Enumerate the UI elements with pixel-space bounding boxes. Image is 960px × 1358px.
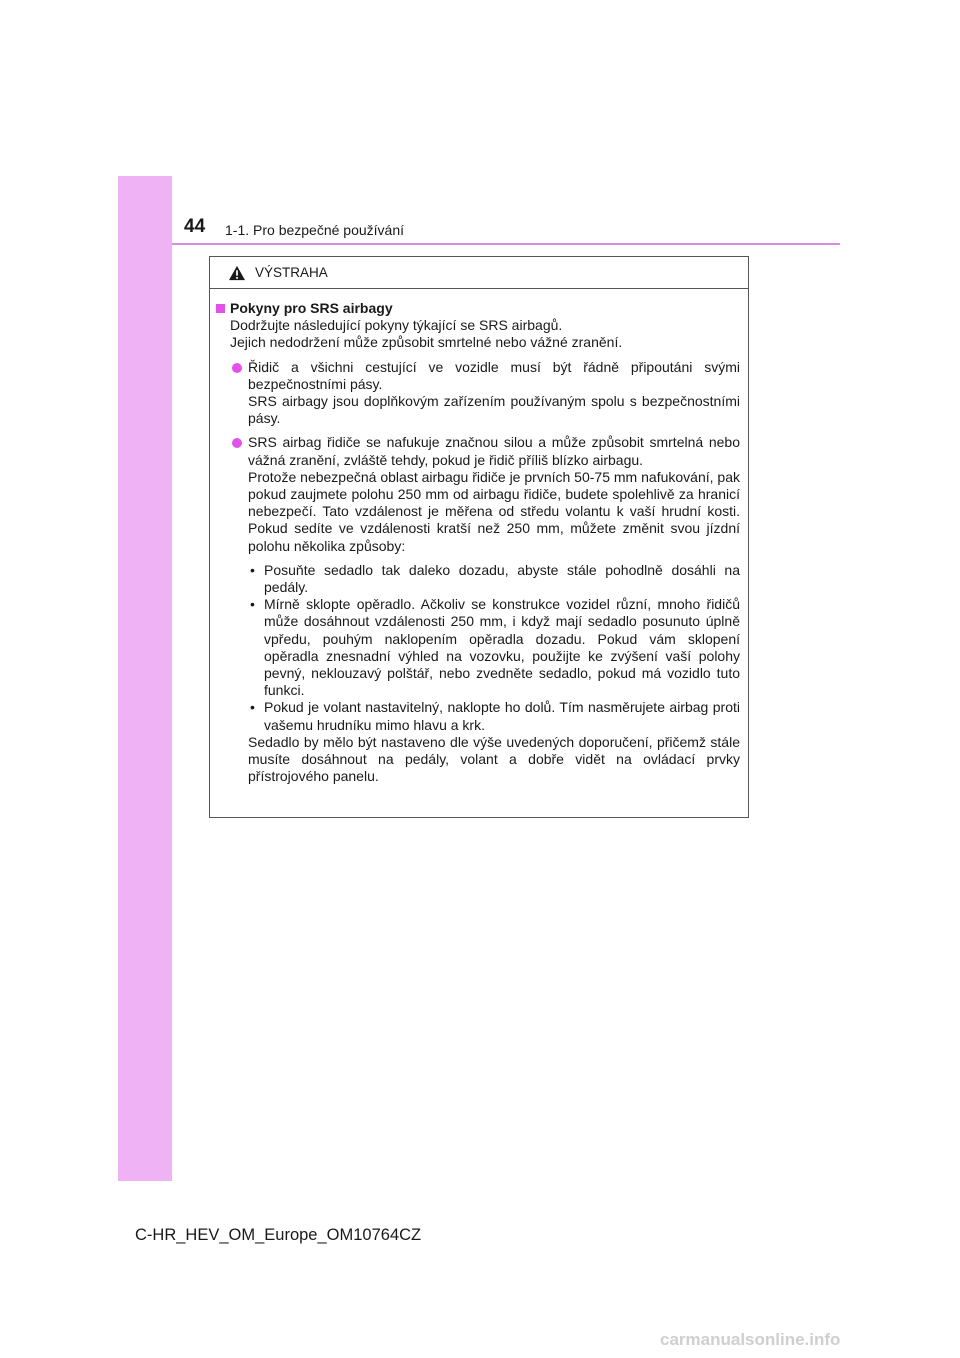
bullet-item bbox=[216, 359, 740, 428]
bullet-item bbox=[216, 434, 740, 468]
sub-item: • Posuňte sedadlo tak daleko dozadu, abyste stále pohodlně dosáhli na pedály. bbox=[250, 561, 740, 596]
warning-title: VÝSTRAHA bbox=[255, 265, 328, 280]
warning-intro bbox=[216, 317, 740, 351]
intro-line: Jejich nedodržení může způsobit smrtelné nebo vážné zranění. bbox=[230, 334, 623, 351]
warning-paragraph: Protože nebezpečná oblast airbagu řidiče je prvních 50-75 mm nafukování, pak pokud zaujmete polohu 250 mm od airbagu řidiče, budete spolehlivě za hranicí nebezpečí. Tato vzdálenost je měřena od středu volantu k vaší hrudní kosti. Pokud sedíte ve vzdálenosti kratší než 250 mm, můžete změnit svou jízdní polohu několika způsoby: bbox=[248, 468, 740, 554]
warning-heading bbox=[216, 300, 740, 317]
warning-box bbox=[209, 256, 749, 818]
intro-line: Dodržujte následující pokyny týkající se SRS airbagů. bbox=[230, 317, 563, 334]
bullet-line: Řidič a všichni cestující ve vozidle musí být řádně připoutáni svými bezpečnostními pásy. bbox=[248, 358, 740, 392]
warning-closing: Sedadlo by mělo být nastaveno dle výše uvedených doporučení, přičemž stále musíte dosáhnout na pedály, volant a dobře vidět na ovládací prvky přístrojového panelu. bbox=[248, 733, 740, 785]
bullet-line: SRS airbagy jsou doplňkovým zařízením používaným spolu s bezpečnostními pásy. bbox=[248, 393, 740, 427]
warning-header bbox=[210, 257, 748, 289]
warning-body bbox=[210, 289, 748, 785]
bullet-line: SRS airbag řidiče se nafukuje značnou silou a může způsobit smrtelná nebo vážná zranění, zvláště tehdy, pokud je řidič příliš blízko airbagu. bbox=[248, 434, 740, 468]
footer-code: C-HR_HEV_OM_Europe_OM10764CZ bbox=[135, 1226, 422, 1244]
sub-item-text: Pokud je volant nastavitelný, naklopte ho dolů. Tím nasměrujete airbag proti vašemu hrudníku mimo hlavu a krk. bbox=[264, 699, 740, 733]
dot-bullet-icon bbox=[232, 363, 242, 373]
page-number: 44 bbox=[184, 216, 206, 237]
sub-list bbox=[216, 562, 740, 734]
warning-triangle-icon bbox=[228, 265, 246, 281]
sub-item-text: Mírně sklopte opěradlo. Ačkoliv se konstrukce vozidel různí, mnoho řidičů může dosáhnout vzdálenosti 250 mm, i když mají sedadlo posunuto úplně vpředu, pouhým naklopením opěradla dozadu. Pokud vám sklopení opěradla znesnadní výhled na vozovku, použijte ke zvýšení vaší polohy pevný, neklouzavý polštář, nebo zvedněte sedadlo, pokud má vozidlo tuto funkci. bbox=[264, 596, 740, 699]
section-title: 1-1. Pro bezpečné používání bbox=[225, 222, 405, 238]
square-bullet-icon bbox=[216, 304, 225, 313]
sub-item-text: Posuňte sedadlo tak daleko dozadu, abyste stále pohodlně dosáhli na pedály. bbox=[264, 561, 740, 596]
side-strip bbox=[118, 176, 172, 1181]
warning-heading-text: Pokyny pro SRS airbagy bbox=[230, 300, 393, 316]
sub-item: • Mírně sklopte opěradlo. Ačkoliv se konstrukce vozidel různí, mnoho řidičů může dosáhnout vzdálenosti 250 mm, i když mají sedadlo posunuto úplně vpředu, pouhým naklopením opěradla dozadu. Pokud vám sklopení opěradla znesnadní výhled na vozovku, použijte ke zvýšení vaší polohy pevný, neklouzavý polštář, nebo zvedněte sedadlo, pokud má vozidlo tuto funkci. bbox=[250, 596, 740, 699]
dot-bullet-icon bbox=[232, 438, 242, 448]
sub-item: • Pokud je volant nastavitelný, naklopte ho dolů. Tím nasměrujete airbag proti vašemu hrudníku mimo hlavu a krk. bbox=[250, 699, 740, 733]
watermark: carmanualsonline.info bbox=[660, 1330, 841, 1349]
header-rule bbox=[172, 243, 840, 245]
